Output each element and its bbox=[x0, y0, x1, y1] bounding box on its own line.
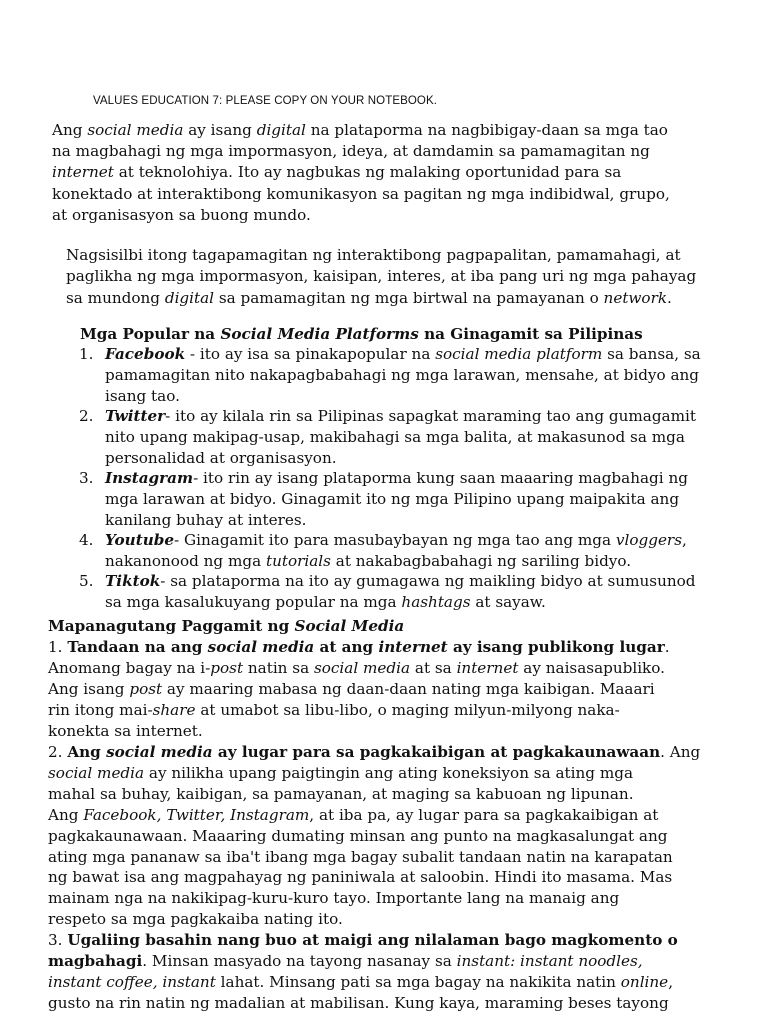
bold-text: ay isang publikong lugar bbox=[447, 638, 665, 656]
platform-item-line bbox=[105, 365, 699, 385]
text-run: at teknolohiya. Ito ay nagbukas ng malaking oportunidad para sa bbox=[113, 163, 622, 181]
bold-text: Mga Popular na bbox=[80, 325, 221, 343]
responsible-use-line bbox=[48, 951, 643, 971]
text-run: konekta sa internet. bbox=[48, 722, 203, 740]
bold-text: Ugaliing basahin nang buo at maigi ang nilalaman bago magkomento o bbox=[67, 931, 678, 949]
text-run: natin sa bbox=[243, 659, 314, 677]
text-run: at umabot sa libu-libo, o maging milyun-milyong naka- bbox=[195, 701, 620, 719]
network-paragraph-line bbox=[66, 288, 672, 308]
text-run: nakanonood ng mga bbox=[105, 552, 266, 570]
platform-item-line bbox=[79, 344, 701, 364]
text-run: rin itong mai- bbox=[48, 701, 153, 719]
italic-text: digital bbox=[256, 121, 306, 139]
text-run: . Minsan masyado na tayong nasanay sa bbox=[142, 952, 457, 970]
text-run: mga larawan at bidyo. Ginagamit ito ng mga Pilipino upang maipakita ang bbox=[105, 490, 680, 508]
text-run: na magbahagi ng mga impormasyon, ideya, at damdamin sa pamamagitan ng bbox=[52, 142, 650, 160]
text-run: - ito ay kilala rin sa Pilipinas sapagkat maraming tao ang gumagamit bbox=[165, 407, 696, 425]
bold-italic-text: Social Media Platforms bbox=[220, 325, 419, 343]
bold-italic-text: internet bbox=[378, 638, 448, 656]
italic-text: social media bbox=[48, 764, 145, 782]
list-number: 3. bbox=[79, 469, 94, 487]
list-number: 1. bbox=[79, 345, 94, 363]
list-number: 4. bbox=[79, 531, 94, 549]
bold-italic-text: Youtube bbox=[105, 531, 175, 549]
text-run: at organisasyon sa buong mundo. bbox=[52, 206, 311, 224]
text-run: ating mga pananaw sa iba't ibang mga bagay subalit tandaan natin na karapatan bbox=[48, 848, 673, 866]
text-run: Anomang bagay na i- bbox=[48, 659, 211, 677]
responsible-use-line bbox=[48, 658, 665, 678]
text-run: - sa plataporma na ito ay gumagawa ng maikling bidyo at sumusunod bbox=[160, 572, 696, 590]
responsible-use-line bbox=[48, 805, 658, 825]
text-run: , bbox=[668, 973, 674, 991]
text-run: , bbox=[682, 531, 687, 549]
text-run: - ito ay isa sa pinakapopular na bbox=[185, 345, 436, 363]
platform-item-line bbox=[105, 592, 546, 612]
italic-text: social media platform bbox=[435, 345, 603, 363]
text-run: ay isang bbox=[183, 121, 257, 139]
platform-item-line bbox=[79, 406, 696, 426]
bold-italic-text: social media bbox=[207, 638, 315, 656]
text-run: na plataporma na nagbibigay-daan sa mga tao bbox=[305, 121, 668, 139]
intro-paragraph-line bbox=[52, 184, 670, 204]
responsible-use-line bbox=[48, 847, 673, 867]
text-run: respeto sa mga pagkakaiba nating ito. bbox=[48, 910, 343, 928]
platform-item-line bbox=[79, 530, 687, 550]
responsible-use-line bbox=[48, 993, 669, 1013]
list-number: 2. bbox=[79, 407, 94, 425]
text-run: sa mga kasalukuyang popular na mga bbox=[105, 593, 402, 611]
text-run: 3. bbox=[48, 931, 68, 949]
italic-text: internet bbox=[52, 163, 114, 181]
network-paragraph-line bbox=[66, 245, 681, 265]
text-run: nito upang makipag-usap, makibahagi sa mga balita, at makasunod sa mga bbox=[105, 428, 685, 446]
text-run: lahat. Minsang pati sa mga bagay na nakikita natin bbox=[215, 973, 621, 991]
text-run: . bbox=[664, 638, 670, 656]
responsible-use-line bbox=[48, 700, 620, 720]
section-title-platforms bbox=[80, 324, 643, 344]
text-run: paglikha ng mga impormasyon, kaisipan, interes, at iba pang uri ng mga pahayag bbox=[66, 267, 697, 285]
platform-item-line bbox=[105, 510, 306, 530]
responsible-use-line bbox=[48, 637, 670, 657]
responsible-use-line bbox=[48, 742, 700, 762]
italic-text: vloggers bbox=[615, 531, 682, 549]
text-run: mainam nga na nakikipag-kuru-kuro tayo. Importante lang na manaig ang bbox=[48, 889, 620, 907]
bold-text: at ang bbox=[314, 638, 379, 656]
bold-text: magbahagi bbox=[48, 952, 143, 970]
bold-text: na Ginagamit sa Pilipinas bbox=[418, 325, 643, 343]
italic-text: post bbox=[210, 659, 244, 677]
italic-text: share bbox=[152, 701, 196, 719]
text-run: . Ang bbox=[660, 743, 701, 761]
italic-text: hashtags bbox=[401, 593, 471, 611]
italic-text: post bbox=[129, 680, 163, 698]
italic-text: social media bbox=[313, 659, 411, 677]
text-run: ay nilikha upang paigtingin ang ating koneksiyon sa ating mga bbox=[144, 764, 633, 782]
network-paragraph-line bbox=[66, 266, 696, 286]
text-run: . bbox=[667, 289, 672, 307]
bold-text: Tandaan na ang bbox=[67, 638, 208, 656]
platform-item-line bbox=[105, 448, 337, 468]
platform-item-line bbox=[105, 427, 685, 447]
bold-italic-text: Tiktok bbox=[105, 572, 161, 590]
text-run: sa mundong bbox=[66, 289, 165, 307]
text-run: pagkakaunawaan. Maaaring dumating minsan ang punto na magkasalungat ang bbox=[48, 827, 668, 845]
responsible-use-line bbox=[48, 763, 633, 783]
italic-text: online bbox=[620, 973, 669, 991]
responsible-use-line bbox=[48, 679, 655, 699]
bold-text: ay lugar para sa pagkakaibigan at pagkakaunawaan bbox=[212, 743, 661, 761]
responsible-use-line bbox=[48, 888, 619, 908]
responsible-use-line bbox=[48, 867, 672, 887]
italic-text: network bbox=[603, 289, 668, 307]
list-number: 5. bbox=[79, 572, 94, 590]
platform-item-line bbox=[79, 571, 696, 591]
text-run: ng bawat isa ang magpahayag ng paniniwala at saloobin. Hindi ito masama. Mas bbox=[48, 868, 673, 886]
text-run: at sayaw. bbox=[470, 593, 546, 611]
text-run: sa pamamagitan ng mga birtwal na pamayanan o bbox=[214, 289, 604, 307]
text-run: ay maaring mabasa ng daan-daan nating mga kaibigan. Maaari bbox=[162, 680, 655, 698]
text-run: at sa bbox=[410, 659, 457, 677]
platform-item-line bbox=[105, 489, 679, 509]
responsible-use-line bbox=[48, 930, 678, 950]
text-run: - ito rin ay isang plataporma kung saan maaaring magbahagi ng bbox=[193, 469, 688, 487]
italic-text: social media bbox=[87, 121, 184, 139]
italic-text: digital bbox=[164, 289, 215, 307]
bold-text: Ang bbox=[67, 743, 107, 761]
responsible-use-line bbox=[48, 972, 673, 992]
text-run: sa bansa, sa bbox=[602, 345, 701, 363]
text-run: 2. bbox=[48, 743, 68, 761]
bold-text: Mapanagutang Paggamit ng bbox=[48, 617, 295, 635]
section-title-responsible-use bbox=[48, 616, 404, 636]
responsible-use-line bbox=[48, 909, 343, 929]
text-run: konektado at interaktibong komunikasyon sa pagitan ng mga indibidwal, grupo, bbox=[52, 185, 670, 203]
text-run: personalidad at organisasyon. bbox=[105, 449, 337, 467]
text-run: kanilang buhay at interes. bbox=[105, 511, 307, 529]
bold-italic-text: Twitter bbox=[105, 407, 166, 425]
text-run: mahal sa buhay, kaibigan, sa pamayanan, at maging sa kabuoan ng lipunan. bbox=[48, 785, 634, 803]
intro-paragraph-line bbox=[52, 205, 311, 225]
text-run: ay naisasapubliko. bbox=[518, 659, 665, 677]
text-run: gusto na rin natin ng madalian at mabilisan. Kung kaya, maraming beses tayong bbox=[48, 994, 669, 1012]
responsible-use-line bbox=[48, 826, 667, 846]
bold-italic-text: Social Media bbox=[294, 617, 405, 635]
text-run: Ang isang bbox=[48, 680, 130, 698]
bold-italic-text: Facebook bbox=[105, 345, 186, 363]
text-run: , at iba pa, ay lugar para sa pagkakaibigan at bbox=[309, 806, 659, 824]
intro-paragraph-line bbox=[52, 162, 621, 182]
text-run: 1. bbox=[48, 638, 68, 656]
responsible-use-line bbox=[48, 721, 203, 741]
bold-italic-text: Instagram bbox=[105, 469, 194, 487]
bold-italic-text: social media bbox=[106, 743, 213, 761]
text-run: Ang bbox=[52, 121, 88, 139]
italic-text: instant: instant noodles, bbox=[456, 952, 643, 970]
platform-item-line bbox=[105, 551, 631, 571]
intro-paragraph-line bbox=[52, 141, 650, 161]
text-run: at nakabagbabahagi ng sariling bidyo. bbox=[330, 552, 632, 570]
text-run: pamamagitan nito nakapagbabahagi ng mga larawan, mensahe, at bidyo ang bbox=[105, 366, 700, 384]
italic-text: instant coffee, instant bbox=[48, 973, 216, 991]
platform-item-line bbox=[79, 468, 688, 488]
responsible-use-line bbox=[48, 784, 634, 804]
text-run: isang tao. bbox=[105, 387, 180, 405]
italic-text: internet bbox=[456, 659, 519, 677]
text-run: Nagsisilbi itong tagapamagitan ng interaktibong pagpapalitan, pamamahagi, at bbox=[66, 246, 681, 264]
italic-text: tutorials bbox=[265, 552, 331, 570]
platform-item-line bbox=[105, 386, 180, 406]
intro-paragraph-line bbox=[52, 120, 668, 140]
text-run: Ang bbox=[48, 806, 84, 824]
text-run: - Ginagamit ito para masubaybayan ng mga tao ang mga bbox=[174, 531, 616, 549]
page-header: VALUES EDUCATION 7: PLEASE COPY ON YOUR NOTEBOOK. bbox=[93, 95, 438, 107]
italic-text: Facebook, Twitter, Instagram bbox=[83, 806, 310, 824]
